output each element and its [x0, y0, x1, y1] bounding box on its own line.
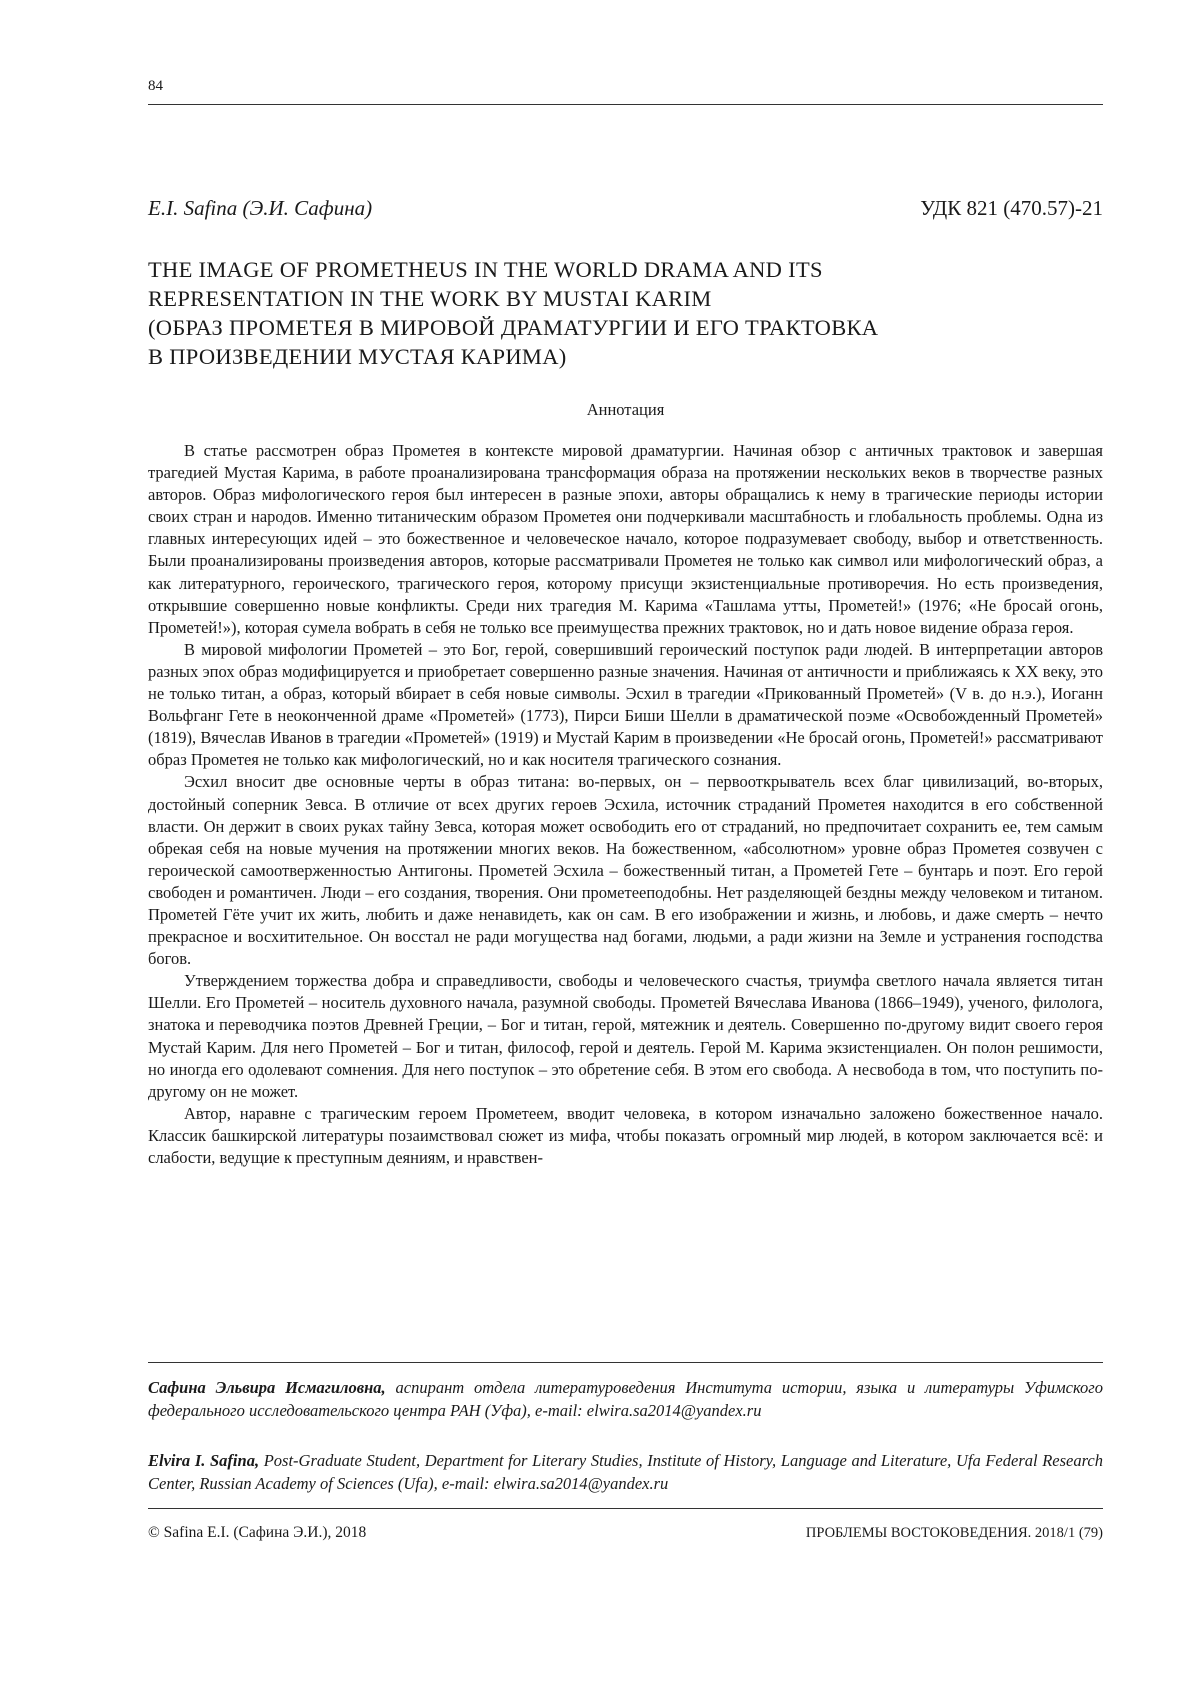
paragraph: В мировой мифологии Прометей – это Бог, герой, совершивший героический поступок ради людей. В интерпретации авторов разных эпох образ модифицируется и приобретает совершенно разные значения. Начиная от античности и приближаясь к XX веку, это не только титан, а образ, который вбирает в себя новые символы. Эсхил в трагедии «Прикованный Прометей» (V в. до н.э.), Иоганн Вольфганг Гете в неоконченной драме «Прометей» (1773), Пирси Биши Шелли в драматической поэме «Освобожденный Прометей» (1819), Вячеслав Иванов в трагедии «Прометей» (1919) и Мустай Карим в произведении «Не бросай огонь, Прометей!» рассматривают образ Прометея не только как мифологический, но и как носителя трагического сознания. — [148, 639, 1103, 770]
abstract-body — [148, 440, 1103, 1169]
author-name-en: Elvira I. Safina, — [148, 1451, 260, 1470]
author-affiliation-ru: аспирант отдела литературоведения Института истории, языка и литературы Уфимского федерального исследовательского центра РАН (Уфа), e-mail: elwira.sa2014@yandex.ru — [148, 1378, 1103, 1420]
header-rule — [148, 104, 1103, 105]
title-line: THE IMAGE OF PROMETHEUS IN THE WORLD DRAMA AND ITS — [148, 257, 823, 282]
title-line: REPRESENTATION IN THE WORK BY MUSTAI KARIM — [148, 286, 712, 311]
paragraph: Автор, наравне с трагическим героем Прометеем, вводит человека, в котором изначально заложено божественное начало. Классик башкирской литературы позаимствовал сюжет из мифа, чтобы показать огромный мир людей, в котором заключается всё: и слабости, ведущие к преступным деяниям, и нравствен- — [148, 1103, 1103, 1167]
author-note-en — [148, 1449, 1103, 1495]
journal-name: ПРОБЛЕМЫ ВОСТОКОВЕДЕНИЯ. 2018/1 (79) — [805, 1525, 1103, 1541]
paragraph: В статье рассмотрен образ Прометея в контексте мировой драматургии. Начиная обзор с античных трактовок и завершая трагедией Мустая Карима, в работе проанализирована трансформация образа на протяжении нескольких веков в творчестве разных авторов. Образ мифологического героя был интересен в разные эпохи, авторы обращались к нему в трагические периоды истории своих стран и народов. Именно титаническим образом Прометея они подчеркивали масштабность и глобальность проблемы. Одна из главных интересующих идей – это божественное и человеческое начало, которое подразумевает свободу, выбор и ответственность. Были проанализированы произведения авторов, которые рассматривали Прометея не только как символ или мифологический образ, а как литературного, героического, трагического героя, которому присущи экзистенциальные противоречия. Но есть произведения, открывшие совершенно новые конфликты. Среди них трагедия М. Карима «Ташлама утты, Прометей!» (1976; «Не бросай огонь, Прометей!»), которая сумела вобрать в себя не только все преимущества прежних трактовок, но и дать новое видение образа героя. — [148, 441, 1103, 637]
article-meta — [148, 196, 1103, 221]
article-title — [148, 255, 1103, 371]
udk-code: УДК 821 (470.57)-21 — [920, 196, 1103, 220]
copyright: © Safina E.I. (Сафина Э.И.), 2018 — [148, 1524, 367, 1541]
author-line: E.I. Safina (Э.И. Сафина) — [148, 196, 373, 220]
title-line: (ОБРАЗ ПРОМЕТЕЯ В МИРОВОЙ ДРАМАТУРГИИ И ЕГО ТРАКТОВКА — [148, 315, 879, 340]
page-number: 84 — [148, 78, 163, 94]
page-footer — [148, 1524, 1103, 1542]
title-line: В ПРОИЗВЕДЕНИИ МУСТАЯ КАРИМА) — [148, 344, 567, 369]
footer-rule — [148, 1508, 1103, 1509]
page — [148, 0, 1103, 1697]
author-affiliation-en: Post-Graduate Student, Department for Literary Studies, Institute of History, Language and Literature, Ufa Federal Research Center, Russian Academy of Sciences (Ufa), e-mail: elwira.sa2014@yandex.ru — [148, 1451, 1104, 1493]
author-note-ru — [148, 1376, 1103, 1422]
paragraph: Утверждением торжества добра и справедливости, свободы и человеческого счастья, триумфа светлого начала является титан Шелли. Его Прометей – носитель духовного начала, разумной свободы. Прометей Вячеслава Иванова (1866–1949), ученого, филолога, знатока и переводчика поэтов Древней Греции, – Бог и титан, герой, мятежник и деятель. Совершенно по-другому видит своего героя Мустай Карим. Для него Прометей – Бог и титан, философ, герой и деятель. Герой М. Карима экзистенциален. Он полон решимости, но иногда его одолевают сомнения. Для него поступок – это обретение себя. В этом его свобода. А несвобода в том, что поступить по-другому он не может. — [148, 971, 1103, 1101]
paragraph: Эсхил вносит две основные черты в образ титана: во-первых, он – первооткрыватель всех благ цивилизаций, во-вторых, достойный соперник Зевса. В отличие от всех других героев Эсхила, источник страданий Прометея находится в его собственной власти. Он держит в своих руках тайну Зевса, которая может освободить его от страданий, но предпочитает сохранить ее, тем самым обрекая себя на новые мучения на протяжении многих веков. На божественном, «абсолютном» уровне образ Прометея созвучен с героической самоотверженностью Антигоны. Прометей Эсхила – божественный титан, а Прометей Гете – бунтарь и поэт. Его герой свободен и романтичен. Люди – его создания, творения. Они прометееподобны. Нет разделяющей бездны между человеком и титаном. Прометей Гёте учит их жить, любить и даже ненавидеть, как он сам. В его изображении и жизнь, и любовь, и даже смерть – нечто прекрасное и восхитительное. Он восстал не ради могущества над богами, людьми, а ради жизни на Земле и устранения господства богов. — [148, 772, 1103, 969]
footnote-rule — [148, 1362, 1103, 1363]
author-name-ru: Сафина Эльвира Исмагиловна, — [148, 1378, 386, 1397]
abstract-heading: Аннотация — [586, 400, 665, 419]
